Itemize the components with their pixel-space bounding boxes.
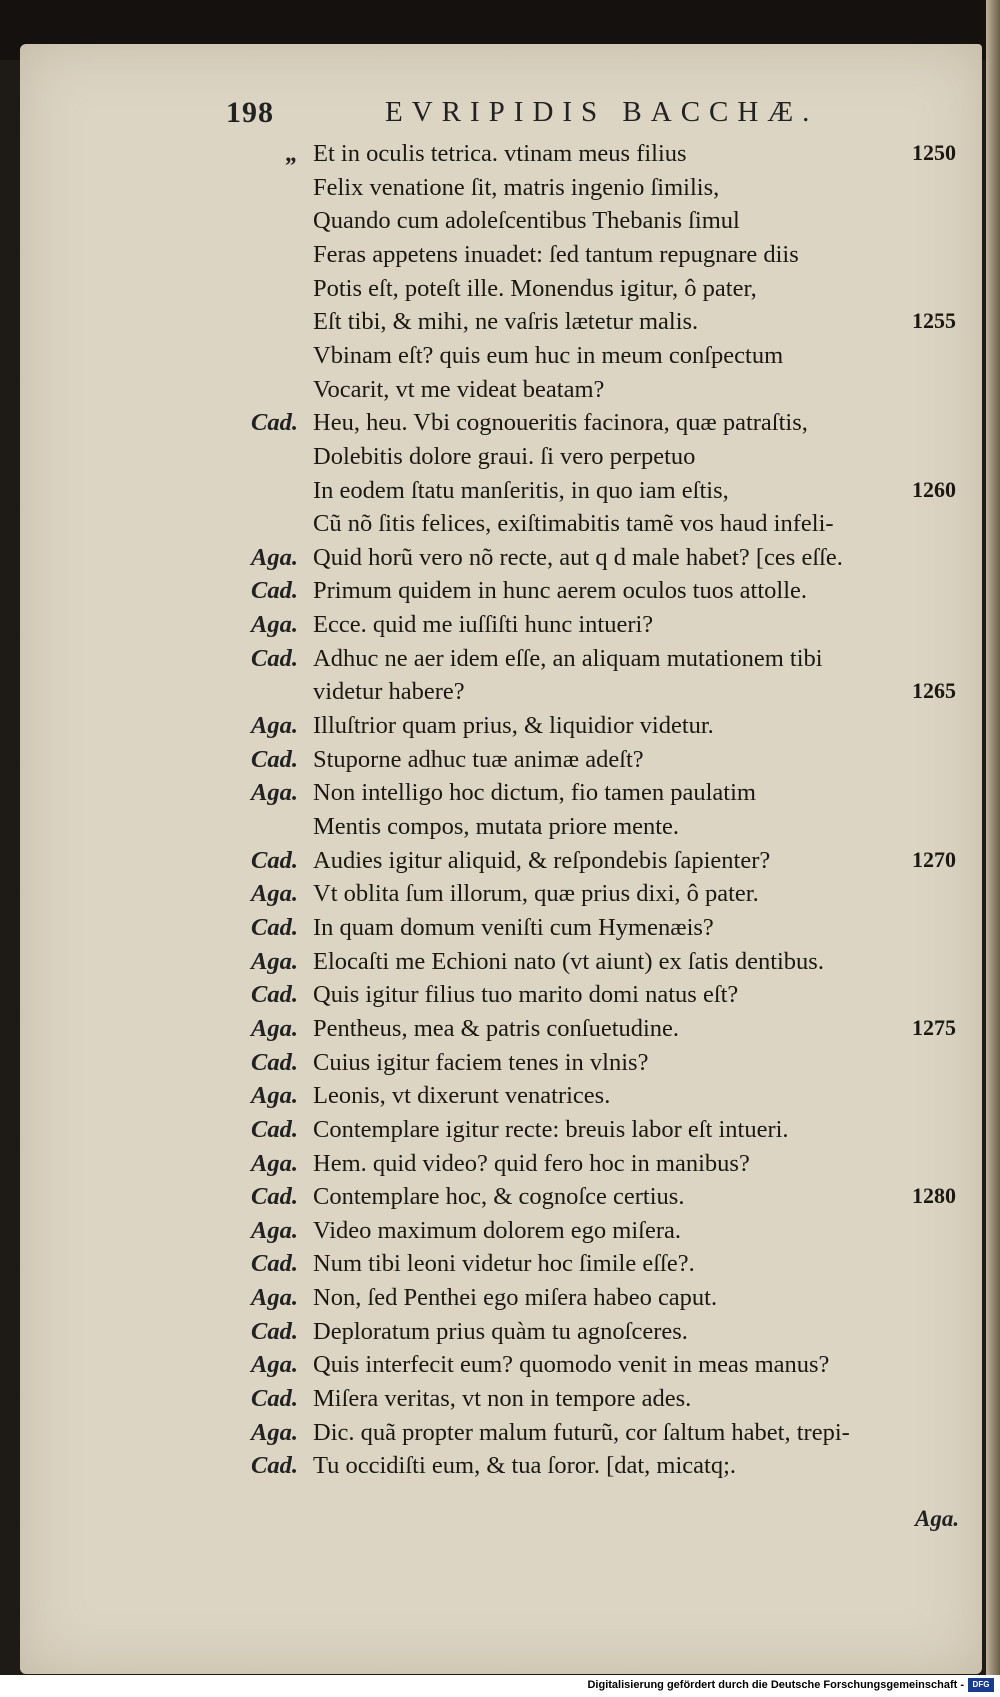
line-text: Leonis, vt dixerunt venatrices. [313, 1082, 611, 1110]
speaker-label: Aga. [251, 1418, 298, 1446]
line-text: Potis eſt, poteſt ille. Monendus igitur, ô pater, [313, 274, 757, 302]
text-line [0, 409, 1000, 443]
text-line [0, 1419, 1000, 1453]
speaker-label: Cad. [251, 1048, 298, 1076]
line-text: Contemplare hoc, & cognoſce certius. [313, 1183, 685, 1211]
text-line [0, 443, 1000, 477]
line-number: 1280 [912, 1183, 956, 1209]
text-line [0, 477, 1000, 511]
footer-credit: Digitalisierung gefördert durch die Deutsche Forschungsgemeinschaft - [587, 1679, 964, 1691]
text-line [0, 376, 1000, 410]
line-text: Quis interfecit eum? quomodo venit in meas manus? [313, 1351, 830, 1379]
line-text: Non, ſed Penthei ego miſera habeo caput. [313, 1284, 718, 1312]
text-line [0, 678, 1000, 712]
speaker-label: Cad. [251, 577, 298, 605]
text-line [0, 140, 1000, 174]
text-line [0, 611, 1000, 645]
text-line [0, 948, 1000, 982]
text-line [0, 779, 1000, 813]
running-title: EVRIPIDIS BACCHÆ. [385, 96, 819, 128]
speaker-label: Cad. [251, 981, 298, 1009]
text-line [0, 342, 1000, 376]
dfg-logo: DFG [968, 1678, 994, 1692]
speaker-label: Aga. [251, 880, 298, 908]
line-text: Non intelligo hoc dictum, fio tamen paulatim [313, 779, 756, 807]
text-line [0, 1150, 1000, 1184]
line-number: 1270 [912, 846, 956, 872]
line-text: Dolebitis dolore graui. ſi vero perpetuo [313, 442, 696, 470]
line-text: Cuius igitur faciem tenes in vlnis? [313, 1048, 649, 1076]
speaker-label: Aga. [251, 1014, 298, 1042]
text-line [0, 847, 1000, 881]
speaker-label: Cad. [251, 644, 298, 672]
line-text: Eſt tibi, & mihi, ne vaſris lætetur malis. [313, 308, 699, 336]
line-text: Miſera veritas, vt non in tempore ades. [313, 1385, 692, 1413]
text-line [0, 1183, 1000, 1217]
line-number: 1275 [912, 1014, 956, 1040]
speaker-label: Aga. [251, 1216, 298, 1244]
text-line [0, 746, 1000, 780]
line-text: Hem. quid video? quid fero hoc in manibus? [313, 1149, 750, 1177]
text-line [0, 510, 1000, 544]
line-text: Primum quidem in hunc aerem oculos tuos attolle. [313, 577, 807, 605]
line-number: 1260 [912, 476, 956, 502]
text-line [0, 1284, 1000, 1318]
line-text: Et in oculis tetrica. vtinam meus filius [313, 140, 687, 167]
text-line [0, 1250, 1000, 1284]
speaker-label: Aga. [251, 712, 298, 740]
speaker-label: Cad. [251, 1115, 298, 1143]
speaker-label: Cad. [251, 409, 298, 437]
text-line [0, 1385, 1000, 1419]
line-text: Ecce. quid me iuſſiſti hunc intueri? [313, 611, 654, 639]
text-line [0, 1082, 1000, 1116]
text-line [0, 813, 1000, 847]
text-line [0, 241, 1000, 275]
speaker-label: Aga. [251, 1351, 298, 1379]
line-text: Pentheus, mea & patris conſuetudine. [313, 1014, 680, 1042]
text-line [0, 1015, 1000, 1049]
text-line [0, 207, 1000, 241]
line-text: Quis igitur filius tuo marito domi natus eſt? [313, 981, 739, 1009]
text-line [0, 577, 1000, 611]
speaker-label: Aga. [251, 543, 298, 571]
line-text: videtur habere? [313, 678, 465, 706]
line-text: Tu occidiſti eum, & tua ſoror. [dat, micatq;. [313, 1452, 737, 1480]
speaker-label: Aga. [251, 947, 298, 975]
line-text: Vt oblita ſum illorum, quæ prius dixi, ô pater. [313, 880, 759, 908]
speaker-label: Aga. [251, 1149, 298, 1177]
line-text: In quam domum veniſti cum Hymenæis? [313, 913, 714, 941]
speaker-label: Cad. [251, 1317, 298, 1345]
line-text: Elocaſti me Echioni nato (vt aiunt) ex ſatis dentibus. [313, 947, 824, 975]
line-text: Deploratum prius quàm tu agnoſceres. [313, 1317, 688, 1345]
text-line [0, 1351, 1000, 1385]
line-text: Video maximum dolorem ego miſera. [313, 1216, 681, 1244]
page-number: 198 [226, 96, 274, 129]
speaker-label: Aga. [251, 1284, 298, 1312]
line-text: Stuporne adhuc tuæ animæ adeſt? [313, 745, 644, 773]
line-text: Cũ nõ ſitis felices, exiſtimabitis tamẽ vos haud infeli- [313, 510, 834, 538]
footer-bar [0, 1675, 1000, 1697]
speaker-label: Cad. [251, 1385, 298, 1413]
speaker-label: „ [285, 140, 298, 167]
line-text: Num tibi leoni videtur hoc ſimile eſſe?. [313, 1250, 695, 1278]
text-line [0, 1452, 1000, 1486]
speaker-label: Cad. [251, 913, 298, 941]
line-text: Vbinam eſt? quis eum huc in meum conſpectum [313, 341, 784, 369]
line-text: Audies igitur aliquid, & reſpondebis ſapienter? [313, 846, 771, 874]
text-line [0, 275, 1000, 309]
speaker-label: Aga. [251, 1082, 298, 1110]
catchword: Aga. [915, 1506, 960, 1531]
line-number: 1250 [912, 140, 956, 165]
line-text: Mentis compos, mutata priore mente. [313, 813, 680, 840]
text-line [0, 1116, 1000, 1150]
speaker-label: Aga. [251, 779, 298, 807]
line-text: Heu, heu. Vbi cognoueritis facinora, quæ patraſtis, [313, 409, 808, 437]
line-text: Illuſtrior quam prius, & liquidior videtur. [313, 712, 714, 740]
line-text: Feras appetens inuadet: ſed tantum repugnare diis [313, 240, 799, 268]
line-text: Quid horũ vero nõ recte, aut q d male habet? [ces eſſe. [313, 543, 843, 571]
speaker-label: Cad. [251, 1452, 298, 1480]
text-line [0, 1217, 1000, 1251]
text-line [0, 1049, 1000, 1083]
line-text: Contemplare igitur recte: breuis labor eſt intueri. [313, 1115, 789, 1143]
line-text: Adhuc ne aer idem eſſe, an aliquam mutationem tibi [313, 644, 823, 672]
speaker-label: Aga. [251, 611, 298, 639]
text-line [0, 544, 1000, 578]
line-number: 1265 [912, 678, 956, 704]
line-text: Quando cum adoleſcentibus Thebanis ſimul [313, 207, 740, 235]
text-line [0, 880, 1000, 914]
text-line [0, 174, 1000, 208]
line-text: Vocarit, vt me videat beatam? [313, 375, 605, 403]
text-line [0, 712, 1000, 746]
speaker-label: Cad. [251, 1250, 298, 1278]
line-text: Dic. quã propter malum futurũ, cor ſaltum habet, trepi- [313, 1418, 850, 1446]
text-line [0, 645, 1000, 679]
speaker-label: Cad. [251, 745, 298, 773]
text-line [0, 981, 1000, 1015]
speaker-label: Cad. [251, 1183, 298, 1211]
text-line [0, 308, 1000, 342]
speaker-label: Cad. [251, 846, 298, 874]
line-number: 1255 [912, 308, 956, 334]
line-text: Felix venatione ſit, matris ingenio ſimilis, [313, 173, 720, 201]
text-line [0, 914, 1000, 948]
text-line [0, 1318, 1000, 1352]
line-text: In eodem ſtatu manſeritis, in quo iam eſtis, [313, 476, 729, 504]
